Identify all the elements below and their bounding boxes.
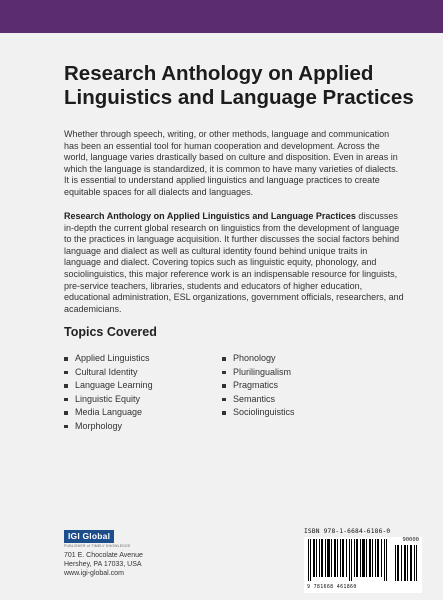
topic-label: Morphology: [75, 420, 123, 431]
list-item: [64, 352, 153, 366]
paragraph-2-bold-title: Research Anthology on Applied Linguistics and Language Practices: [64, 211, 356, 221]
barcode-addon: 90000: [402, 537, 419, 543]
bullet-icon: [64, 398, 68, 402]
list-item: [64, 393, 153, 407]
isbn-label: ISBN 978-1-6684-6186-0: [304, 528, 391, 535]
address-line-1: 701 E. Chocolate Avenue: [64, 552, 143, 559]
list-item: [64, 366, 153, 380]
barcode: [304, 537, 422, 593]
topics-column-1: [64, 352, 153, 433]
top-color-band: [0, 0, 443, 33]
bullet-icon: [222, 398, 226, 402]
list-item: [222, 393, 295, 407]
list-item: [222, 366, 295, 380]
topic-label: Applied Linguistics: [75, 353, 150, 363]
list-item: [222, 352, 295, 366]
bullet-icon: [222, 371, 226, 375]
barcode-digits: 9 781668 461860: [307, 584, 357, 590]
topics-heading: Topics Covered: [64, 325, 157, 339]
topic-label: Semantics: [233, 393, 276, 404]
list-item: [64, 406, 153, 420]
bullet-icon: [64, 411, 68, 415]
publisher-website: www.igi-global.com: [64, 570, 124, 577]
topic-label: Sociolinguistics: [233, 407, 295, 417]
publisher-address: [64, 551, 143, 578]
bullet-icon: [64, 425, 68, 429]
barcode-bars-icon: [304, 537, 422, 584]
topic-label: Cultural Identity: [75, 366, 138, 377]
list-item: [64, 379, 153, 393]
topic-label: Pragmatics: [233, 380, 279, 390]
topics-column-2: [222, 352, 295, 420]
paragraph-2-text: discusses in-depth the current global research on linguistics from the development of language to the practices in language acquisition. It further discusses the social factors behind language and dialect as well as cultural identity found behind unique traits in language and dialect. Covering topics such as linguistic equity, phonology, and sociolinguistics, this major reference work is an indispensable resource for linguists, pre-service teachers, libraries, students and educators of higher education, educational administration, ESL organizations, government officials, researchers, and academicians.: [64, 211, 404, 314]
bullet-icon: [64, 371, 68, 375]
bullet-icon: [222, 384, 226, 388]
bullet-icon: [64, 384, 68, 388]
topic-label: Media Language: [75, 407, 143, 417]
bullet-icon: [222, 411, 226, 415]
topic-label: Phonology: [233, 353, 276, 363]
list-item: [64, 420, 153, 434]
publisher-logo-text: IGI Global: [64, 530, 114, 543]
bullet-icon: [64, 357, 68, 361]
topic-label: Language Learning: [75, 380, 153, 390]
list-item: [222, 406, 295, 420]
book-title: Research Anthology on Applied Linguistics and Language Practices: [64, 62, 414, 109]
publisher-logo: [64, 530, 114, 543]
topic-label: Linguistic Equity: [75, 393, 141, 404]
topic-label: Plurilingualism: [233, 366, 292, 377]
address-line-2: Hershey, PA 17033, USA: [64, 561, 142, 568]
bullet-icon: [222, 357, 226, 361]
description-paragraph-1: Whether through speech, writing, or other methods, language and communication has been an essential tool for human cooperation and development. Across the world, language varies drastically based on culture and disposition. Even in areas in which the language is standardized, it is common to have many varieties of dialects. It is essential to understand applied linguistics and language practices to create equitable spaces for all dialects and languages.: [64, 129, 399, 197]
list-item: [222, 379, 295, 393]
publisher-tagline: PUBLISHER of TIMELY KNOWLEDGE: [64, 544, 131, 548]
description-paragraph-2: [64, 211, 404, 315]
